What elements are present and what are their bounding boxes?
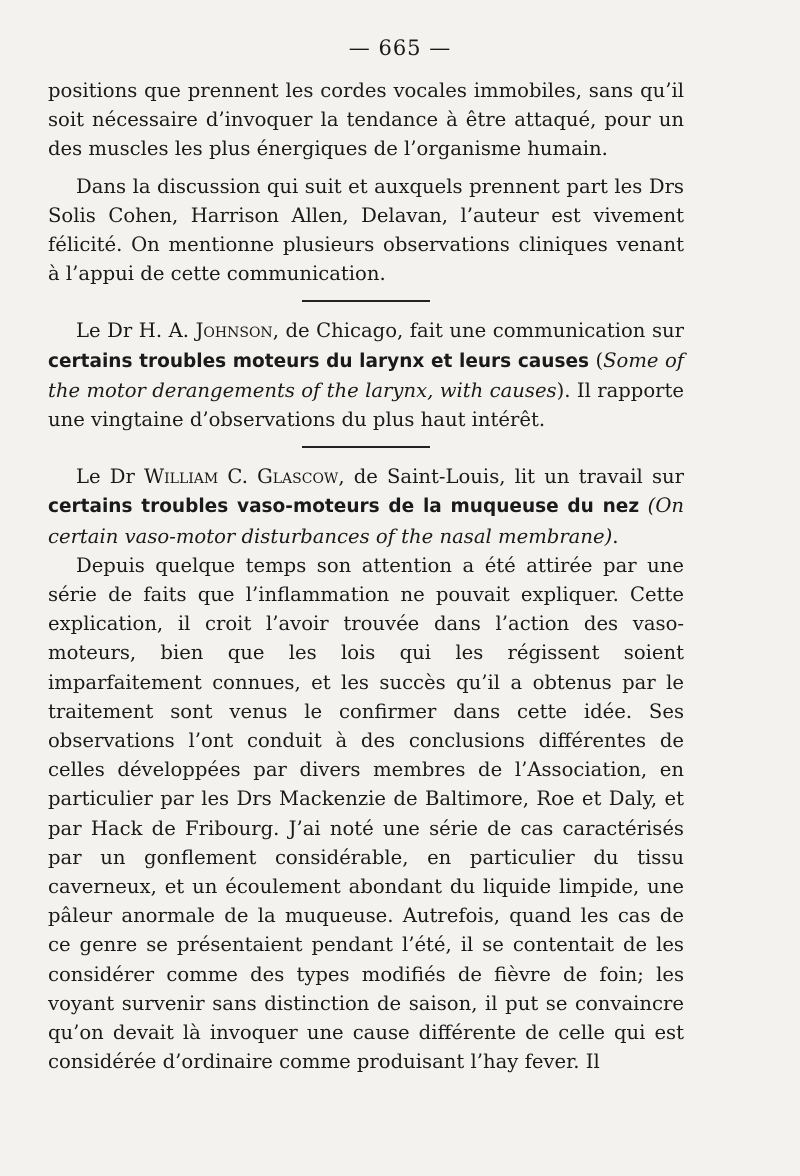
rest-text: . <box>612 524 619 548</box>
intro-text: Le Dr <box>76 465 145 489</box>
talk-title-english: Some of the motor derangements of the larynx, with causes <box>48 348 685 402</box>
author-name: William C. Glascow <box>144 465 339 489</box>
paragraph-2: Dans la discussion qui suit et auxquels prennent part les Drs Solis Cohen, Harrison Allen, Delavan, l’auteur est vivement félicité. On mentionne plusieurs observations cliniques venant à l’appui de cette communication. <box>48 174 684 286</box>
intro-text: Le Dr <box>76 319 139 343</box>
mid-text: , de Saint-Louis, lit un travail sur <box>338 465 685 489</box>
body-text <box>48 76 684 1077</box>
paragraph-5: Depuis quelque temps son attention a été attirée par une série de faits que l’inflammation ne pouvait expliquer. Cette explication, il croit l’avoir trouvée dans l’action des vaso-moteurs, bien que les lois qui les régissent soient imparfaitement connues, et les succès qu’il a obtenus par le traitement sont venus le confirmer dans cette idée. Ses observations l’ont conduit à des conclusions différentes de celles développées par divers membres de l’Association, en particulier par les Drs Mackenzie de Baltimore, Roe et Daly, et par Hack de Fribourg. J’ai noté une série de cas caractérisés par un gonflement considérable, en particulier du tissu caverneux, et un écoulement abondant du liquide limpide, une pâleur anormale de la muqueuse. Autrefois, quand les cas de ce genre se présentaient pendant l’été, il se contentait de les considérer comme des types modifiés de fièvre de foin; les voyant survenir sans distinction de saison, il put se convaincre qu’on devait là invoquer une cause différente de celle qui est considérée d’ordinaire comme produisant l’hay fever. Il <box>48 553 684 1074</box>
section-divider <box>302 446 430 448</box>
talk-title-english: On certain vaso-motor disturbances of the nasal membrane <box>48 494 684 548</box>
section-divider <box>302 300 430 302</box>
paragraph-1: positions que prennent les cordes vocales immobiles, sans qu’il soit nécessaire d’invoquer la tendance à être attaqué, pour un des muscles les plus énergiques de l’organisme humain. <box>48 79 684 161</box>
author-name: H. A. Johnson <box>138 319 273 343</box>
page-number: — 665 — <box>348 36 452 60</box>
paragraph-4: Le Dr William C. Glascow, de Saint-Louis, lit un travail sur certains troubles vaso-moteurs de la muqueuse du nez (On certain vaso-motor disturbances of the nasal membrane). <box>48 465 685 548</box>
rest-text: . Il rapporte une vingtaine d’observations du plus haut intérêt. <box>48 378 684 432</box>
talk-title: certains troubles moteurs du larynx et leurs causes <box>48 350 590 372</box>
paragraph-3: Le Dr H. A. Johnson, de Chicago, fait une communication sur certains troubles moteurs du larynx et leurs causes (Some of the motor derangements of the larynx, with causes). Il rapporte une vingtaine d’observations du plus haut intérêt. <box>48 319 685 432</box>
talk-title: certains troubles vaso-moteurs de la muqueuse du nez <box>48 496 640 518</box>
mid-text: , de Chicago, fait une communication sur <box>272 319 685 343</box>
